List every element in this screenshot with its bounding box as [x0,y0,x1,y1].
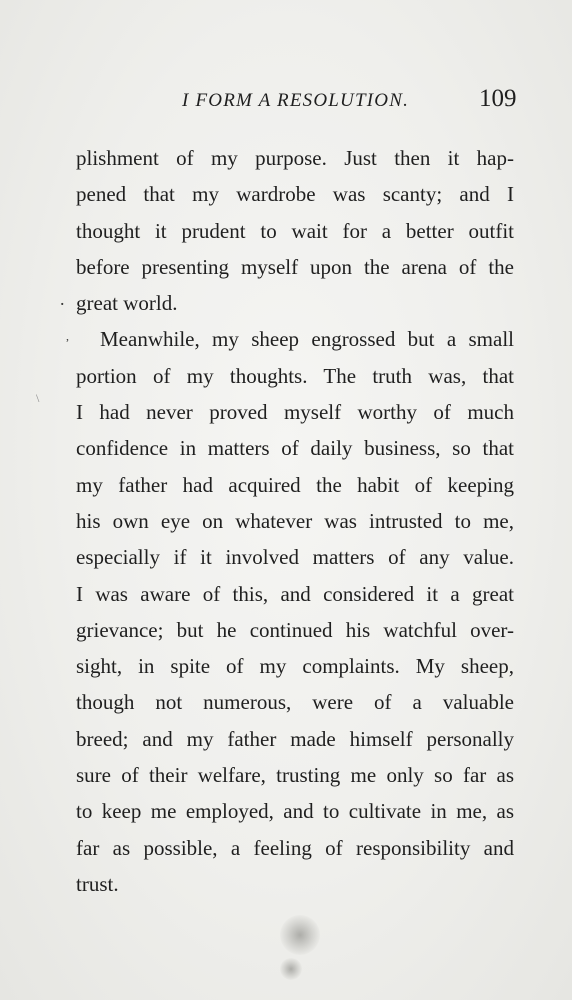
text-line: though not numerous, were of a valuable [76,690,514,715]
print-speck: \ [36,391,40,405]
text-line: far as possible, a feeling of responsibility and [76,835,514,860]
print-speck: . [60,289,65,309]
text-line: to keep me employed, and to cultivate in me, as [76,799,514,824]
text-line: portion of my thoughts. The truth was, that [76,363,514,388]
text-line: especially if it involved matters of any value. [76,545,514,570]
text-line: trust. [76,871,119,896]
paragraph [76,321,514,902]
body-text [76,140,514,902]
text-line: Meanwhile, my sheep engrossed but a small [100,327,514,352]
text-line: pened that my wardrobe was scanty; and I [76,182,514,207]
text-line: my father had acquired the habit of keeping [76,472,514,497]
text-line: confidence in matters of daily business, so that [76,436,514,461]
text-line: his own eye on whatever was intrusted to me, [76,508,514,533]
text-line: sight, in spite of my complaints. My sheep, [76,654,514,679]
page-number: 109 [479,85,517,112]
text-line: plishment of my purpose. Just then it hap- [76,146,514,170]
text-line: I was aware of this, and considered it a great [76,581,514,606]
text-line: I had never proved myself worthy of much [76,400,514,425]
running-title: I FORM A RESOLUTION. [182,90,410,111]
text-line: breed; and my father made himself personally [76,726,514,751]
ink-smudge [280,915,320,955]
paragraph-continued [76,140,514,321]
ink-smudge [280,958,302,980]
text-line: grievance; but he continued his watchful over- [76,617,514,642]
text-line: before presenting myself upon the arena of the [76,254,514,279]
text-line: thought it prudent to wait for a better outfit [76,218,514,243]
running-head [0,85,572,118]
text-line: great world. [76,291,178,316]
text-line: sure of their welfare, trusting me only so far as [76,763,514,788]
print-speck: , [66,329,69,343]
